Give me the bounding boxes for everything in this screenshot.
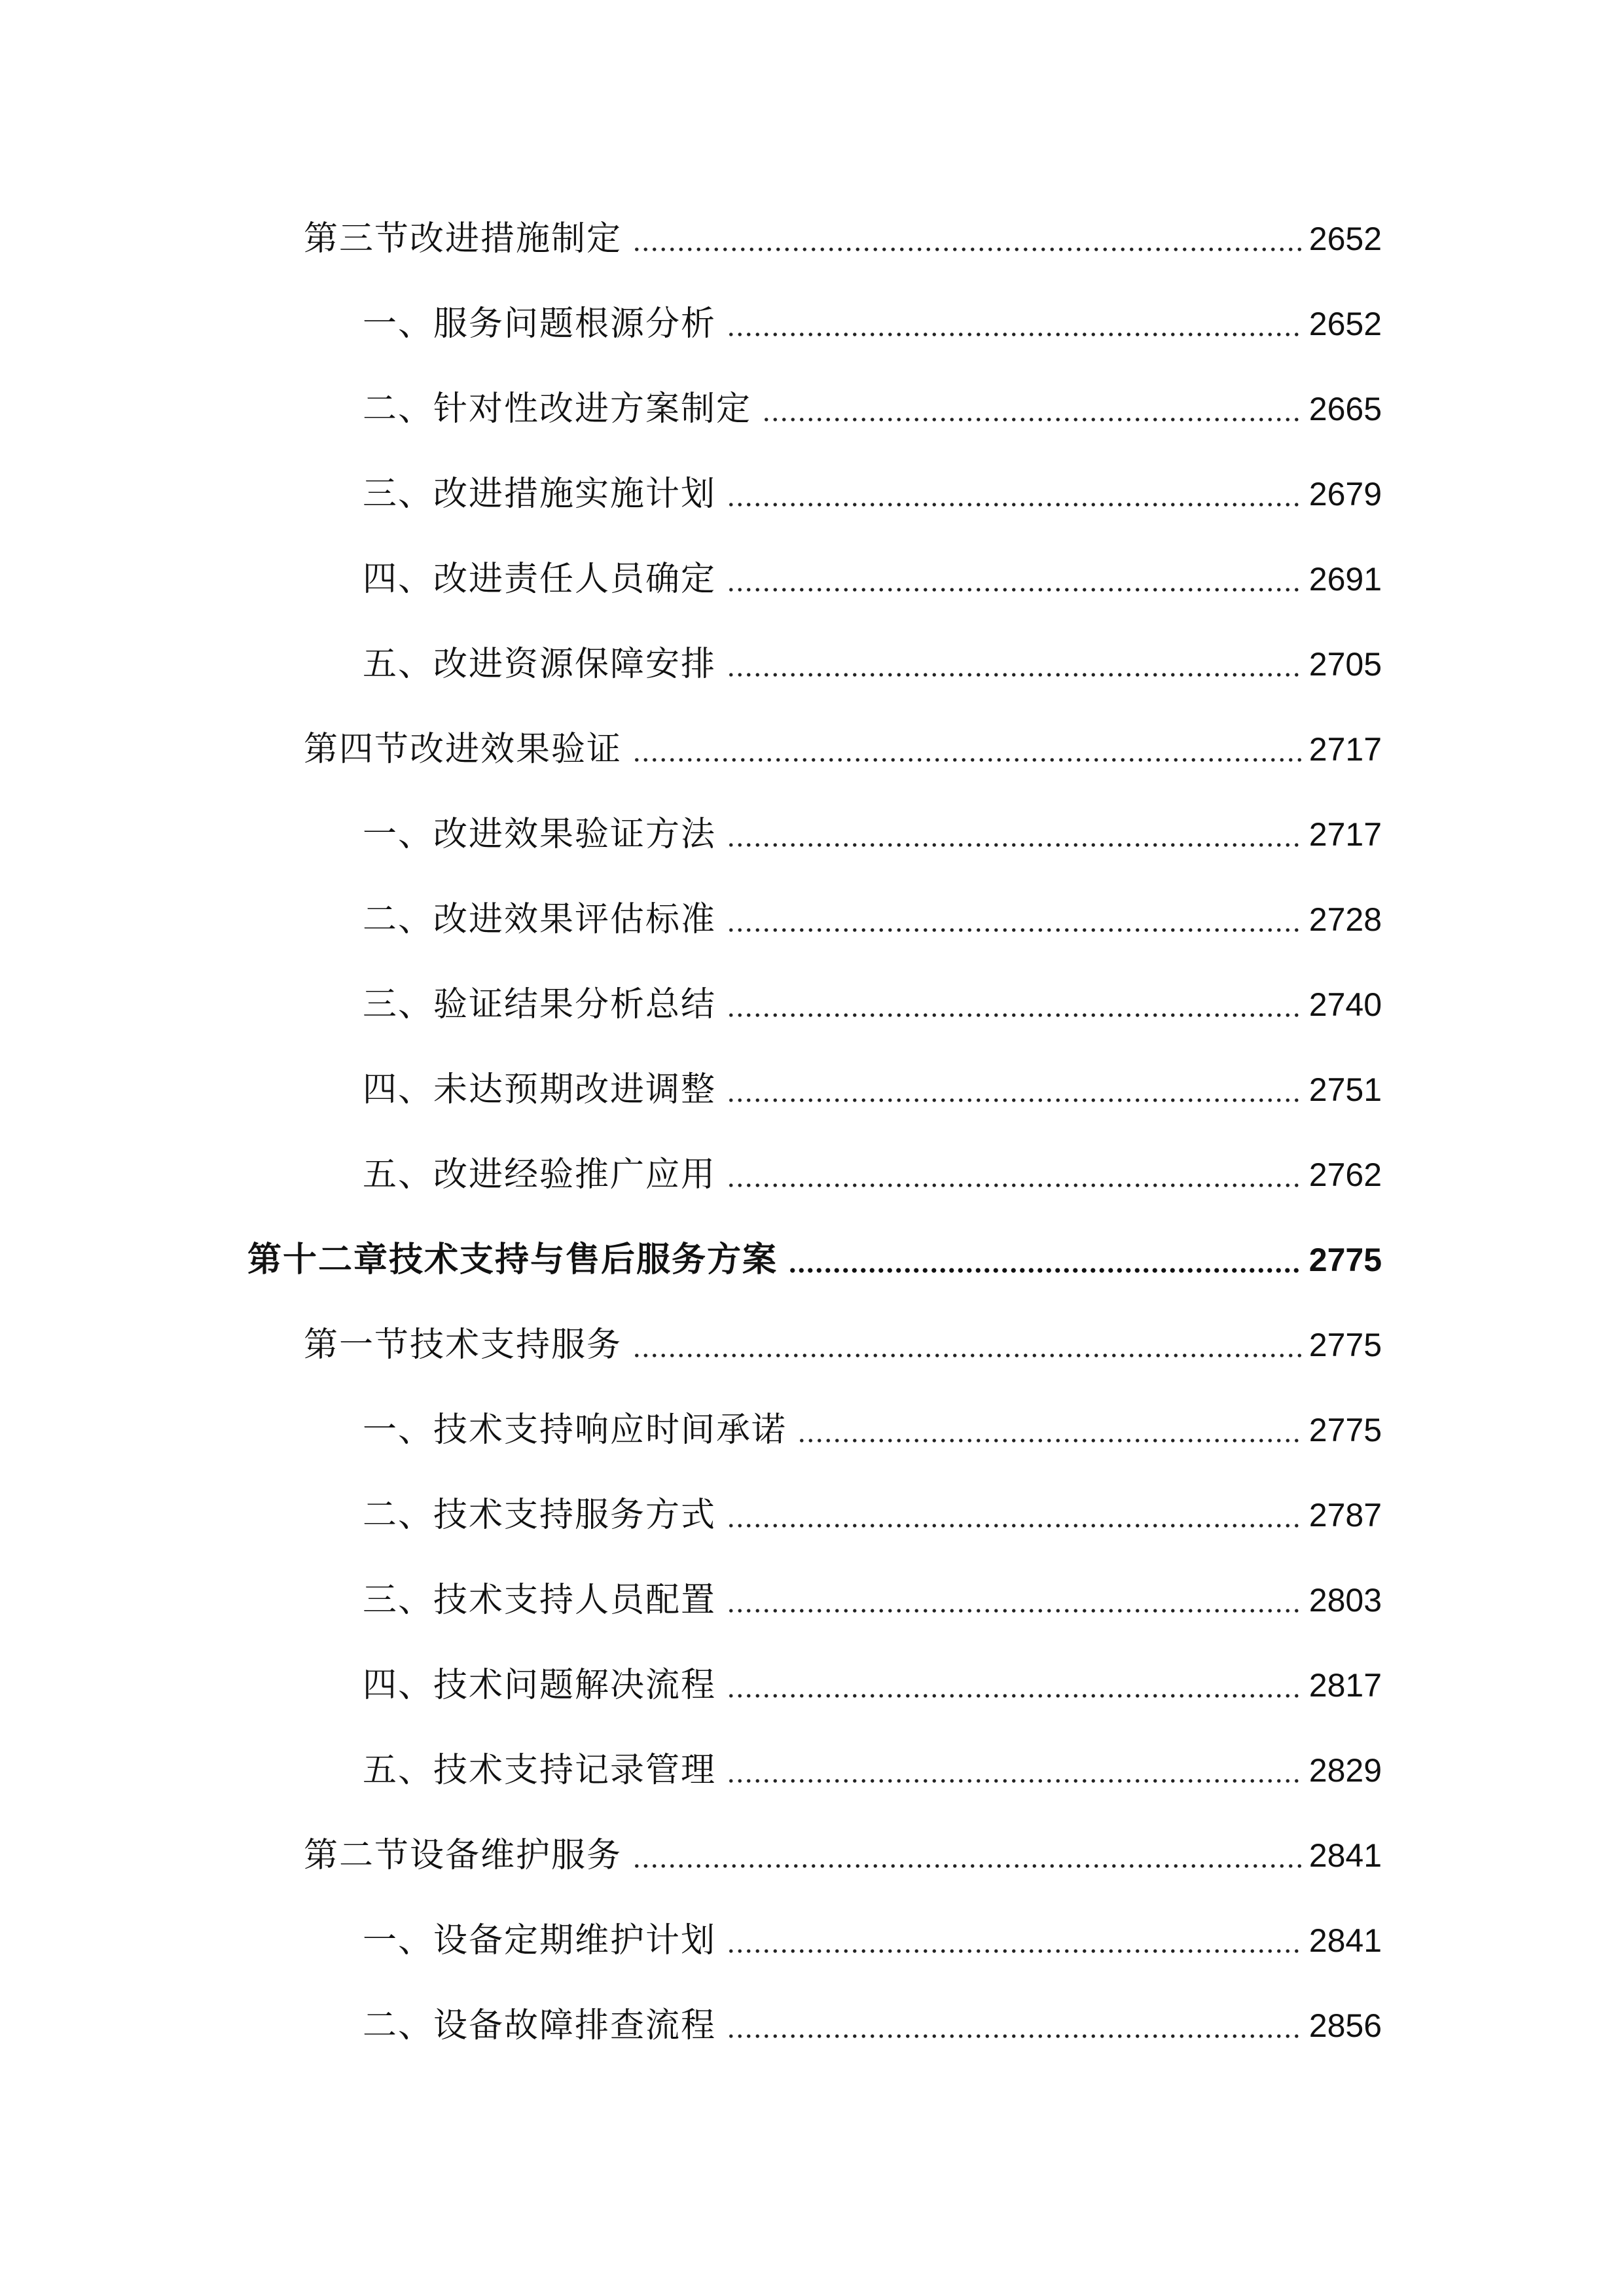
toc-entry-page: 2856 <box>1308 2007 1382 2044</box>
toc-entry-title: 第二节设备维护服务 <box>304 1836 623 1875</box>
toc-entry-title: 三、验证结果分析总结 <box>363 985 717 1024</box>
toc-entry-title: 二、改进效果评估标准 <box>363 900 717 939</box>
toc-entry-title: 第十二章技术支持与售后服务方案 <box>247 1240 778 1280</box>
toc-entry-page: 2803 <box>1308 1582 1382 1619</box>
toc-entry-subsection[interactable] <box>363 1149 1382 1201</box>
toc-dot-leader <box>727 1096 1303 1104</box>
toc-entry-title: 四、改进责任人员确定 <box>363 560 717 599</box>
toc-dot-leader <box>797 1437 1303 1444</box>
toc-entry-subsection[interactable] <box>363 1744 1382 1797</box>
toc-entry-title: 四、未达预期改进调整 <box>363 1070 717 1109</box>
toc-dot-leader <box>762 416 1303 423</box>
toc-entry-page: 2652 <box>1308 306 1382 342</box>
toc-entry-title: 一、技术支持响应时间承诺 <box>363 1410 787 1450</box>
toc-entry-subsection[interactable] <box>363 298 1382 350</box>
toc-entry-subsection[interactable] <box>363 1574 1382 1626</box>
toc-entry-title: 一、改进效果验证方法 <box>363 815 717 854</box>
toc-entry-page: 2829 <box>1308 1752 1382 1789</box>
toc-dot-leader <box>727 1692 1303 1700</box>
toc-dot-leader <box>727 1522 1303 1530</box>
toc-dot-leader <box>727 1607 1303 1615</box>
toc-entry-title: 第一节技术支持服务 <box>304 1325 623 1365</box>
toc-entry-title: 五、技术支持记录管理 <box>363 1751 717 1790</box>
toc-entry-section[interactable] <box>304 1319 1382 1371</box>
toc-entry-subsection[interactable] <box>363 1064 1382 1116</box>
toc-entry-subsection[interactable] <box>363 893 1382 946</box>
toc-entry-title: 四、技术问题解决流程 <box>363 1666 717 1705</box>
toc-dot-leader <box>727 1947 1303 1955</box>
toc-dot-leader <box>727 586 1303 594</box>
toc-entry-page: 2665 <box>1308 391 1382 427</box>
toc-entry-subsection[interactable] <box>363 1659 1382 1712</box>
toc-dot-leader <box>788 1266 1303 1274</box>
toc-entry-title: 五、改进资源保障安排 <box>363 645 717 684</box>
toc-entry-section[interactable] <box>304 723 1382 776</box>
toc-dot-leader <box>727 1181 1303 1189</box>
toc-entry-title: 一、设备定期维护计划 <box>363 1921 717 1960</box>
toc-entry-title: 五、改进经验推广应用 <box>363 1155 717 1194</box>
toc-dot-leader <box>632 1862 1303 1870</box>
toc-dot-leader <box>727 926 1303 934</box>
toc-entry-page: 2717 <box>1308 816 1382 853</box>
toc-entry-section[interactable] <box>304 213 1382 265</box>
toc-entry-subsection[interactable] <box>363 1404 1382 1456</box>
toc-entry-subsection[interactable] <box>363 383 1382 435</box>
toc-entry-subsection[interactable] <box>363 468 1382 520</box>
toc-dot-leader <box>632 1352 1303 1359</box>
toc-entry-page: 2775 <box>1308 1242 1382 1278</box>
toc-entry-page: 2740 <box>1308 986 1382 1023</box>
toc-dot-leader <box>727 2032 1303 2040</box>
toc-entry-subsection[interactable] <box>363 553 1382 605</box>
toc-dot-leader <box>727 1777 1303 1785</box>
toc-entry-title: 二、技术支持服务方式 <box>363 1496 717 1535</box>
toc-entry-subsection[interactable] <box>363 808 1382 861</box>
toc-dot-leader <box>727 501 1303 509</box>
toc-entry-title: 第四节改进效果验证 <box>304 730 623 769</box>
toc-entry-page: 2728 <box>1308 901 1382 938</box>
toc-entry-page: 2751 <box>1308 1071 1382 1108</box>
toc-dot-leader <box>727 331 1303 338</box>
toc-entry-page: 2841 <box>1308 1837 1382 1874</box>
toc-entry-subsection[interactable] <box>363 1914 1382 1967</box>
toc-dot-leader <box>727 841 1303 849</box>
toc-entry-page: 2652 <box>1308 221 1382 257</box>
toc-dot-leader <box>632 245 1303 253</box>
toc-entry-page: 2775 <box>1308 1412 1382 1448</box>
toc-entry-title: 第三节改进措施制定 <box>304 219 623 259</box>
toc-entry-section[interactable] <box>304 1829 1382 1882</box>
toc-entry-title: 三、技术支持人员配置 <box>363 1581 717 1620</box>
toc-dot-leader <box>632 756 1303 764</box>
toc-entry-page: 2691 <box>1308 561 1382 598</box>
toc-entry-title: 二、针对性改进方案制定 <box>363 389 752 429</box>
toc-entry-chapter[interactable] <box>247 1234 1382 1286</box>
toc-entry-page: 2762 <box>1308 1157 1382 1193</box>
toc-entry-subsection[interactable] <box>363 638 1382 691</box>
toc-entry-page: 2787 <box>1308 1497 1382 1534</box>
toc-entry-page: 2841 <box>1308 1922 1382 1959</box>
toc-entry-title: 三、改进措施实施计划 <box>363 475 717 514</box>
toc-entry-page: 2775 <box>1308 1327 1382 1363</box>
toc-entry-title: 二、设备故障排查流程 <box>363 2006 717 2045</box>
toc-dot-leader <box>727 1011 1303 1019</box>
toc-entry-subsection[interactable] <box>363 2000 1382 2052</box>
toc-entry-title: 一、服务问题根源分析 <box>363 304 717 344</box>
toc-dot-leader <box>727 671 1303 679</box>
toc-entry-subsection[interactable] <box>363 1489 1382 1541</box>
toc-entry-page: 2717 <box>1308 731 1382 768</box>
toc-entry-subsection[interactable] <box>363 978 1382 1031</box>
toc-entry-page: 2679 <box>1308 476 1382 512</box>
toc-entry-page: 2817 <box>1308 1667 1382 1704</box>
toc-entry-page: 2705 <box>1308 646 1382 683</box>
